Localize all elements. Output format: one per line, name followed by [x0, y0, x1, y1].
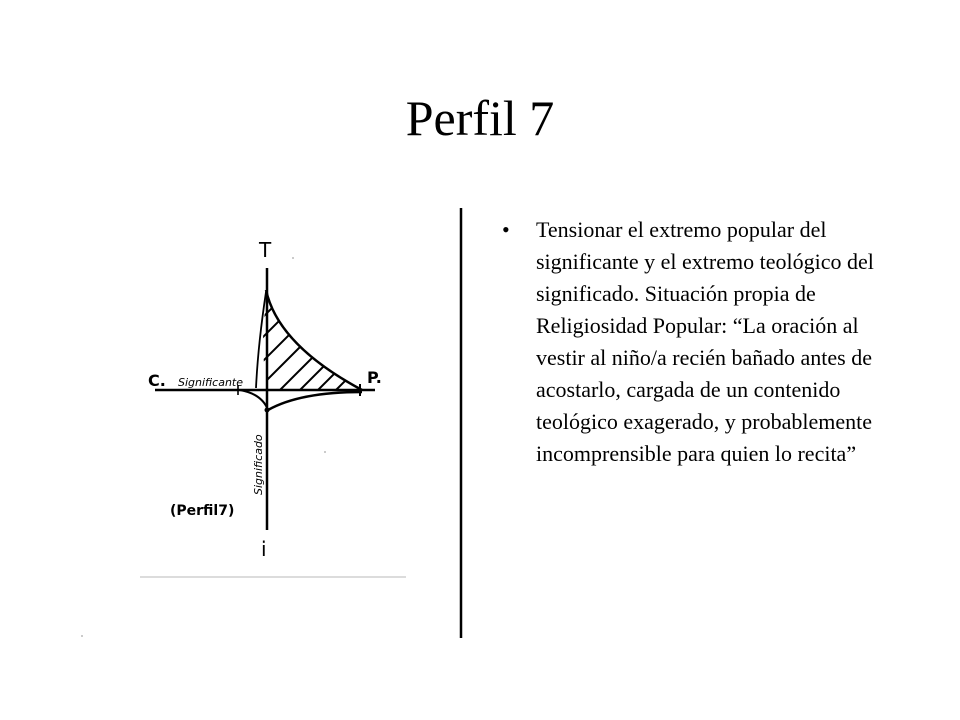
bullet-dot-icon: •	[502, 217, 510, 242]
label-top: T	[259, 238, 272, 262]
bullet-item	[500, 214, 890, 470]
bullet-text: Tensionar el extremo popular del significante y el extremo teológico del significado. Situación propia de Religiosidad Popular: “La oración al vestir al niño/a recién bañado antes de acostarlo, cargada de un contenido teológico exagerado, y probablemente incomprensible para quien lo recita”	[536, 217, 874, 466]
bullet-list	[500, 214, 890, 470]
label-vertical-axis: Significado	[252, 434, 265, 495]
label-horizontal-axis: Significante	[178, 376, 243, 389]
profile-lower-left-curve	[240, 390, 268, 410]
label-bottom: i	[261, 537, 267, 561]
label-left: C.	[148, 371, 166, 390]
label-right: P.	[367, 368, 382, 387]
axis-origin-dot	[265, 408, 270, 413]
profile-left-curve	[256, 292, 266, 388]
sketch-caption: (Perfil7)	[170, 503, 235, 519]
profile-lower-right-curve	[268, 392, 362, 410]
slide-title: Perfil 7	[405, 90, 555, 146]
